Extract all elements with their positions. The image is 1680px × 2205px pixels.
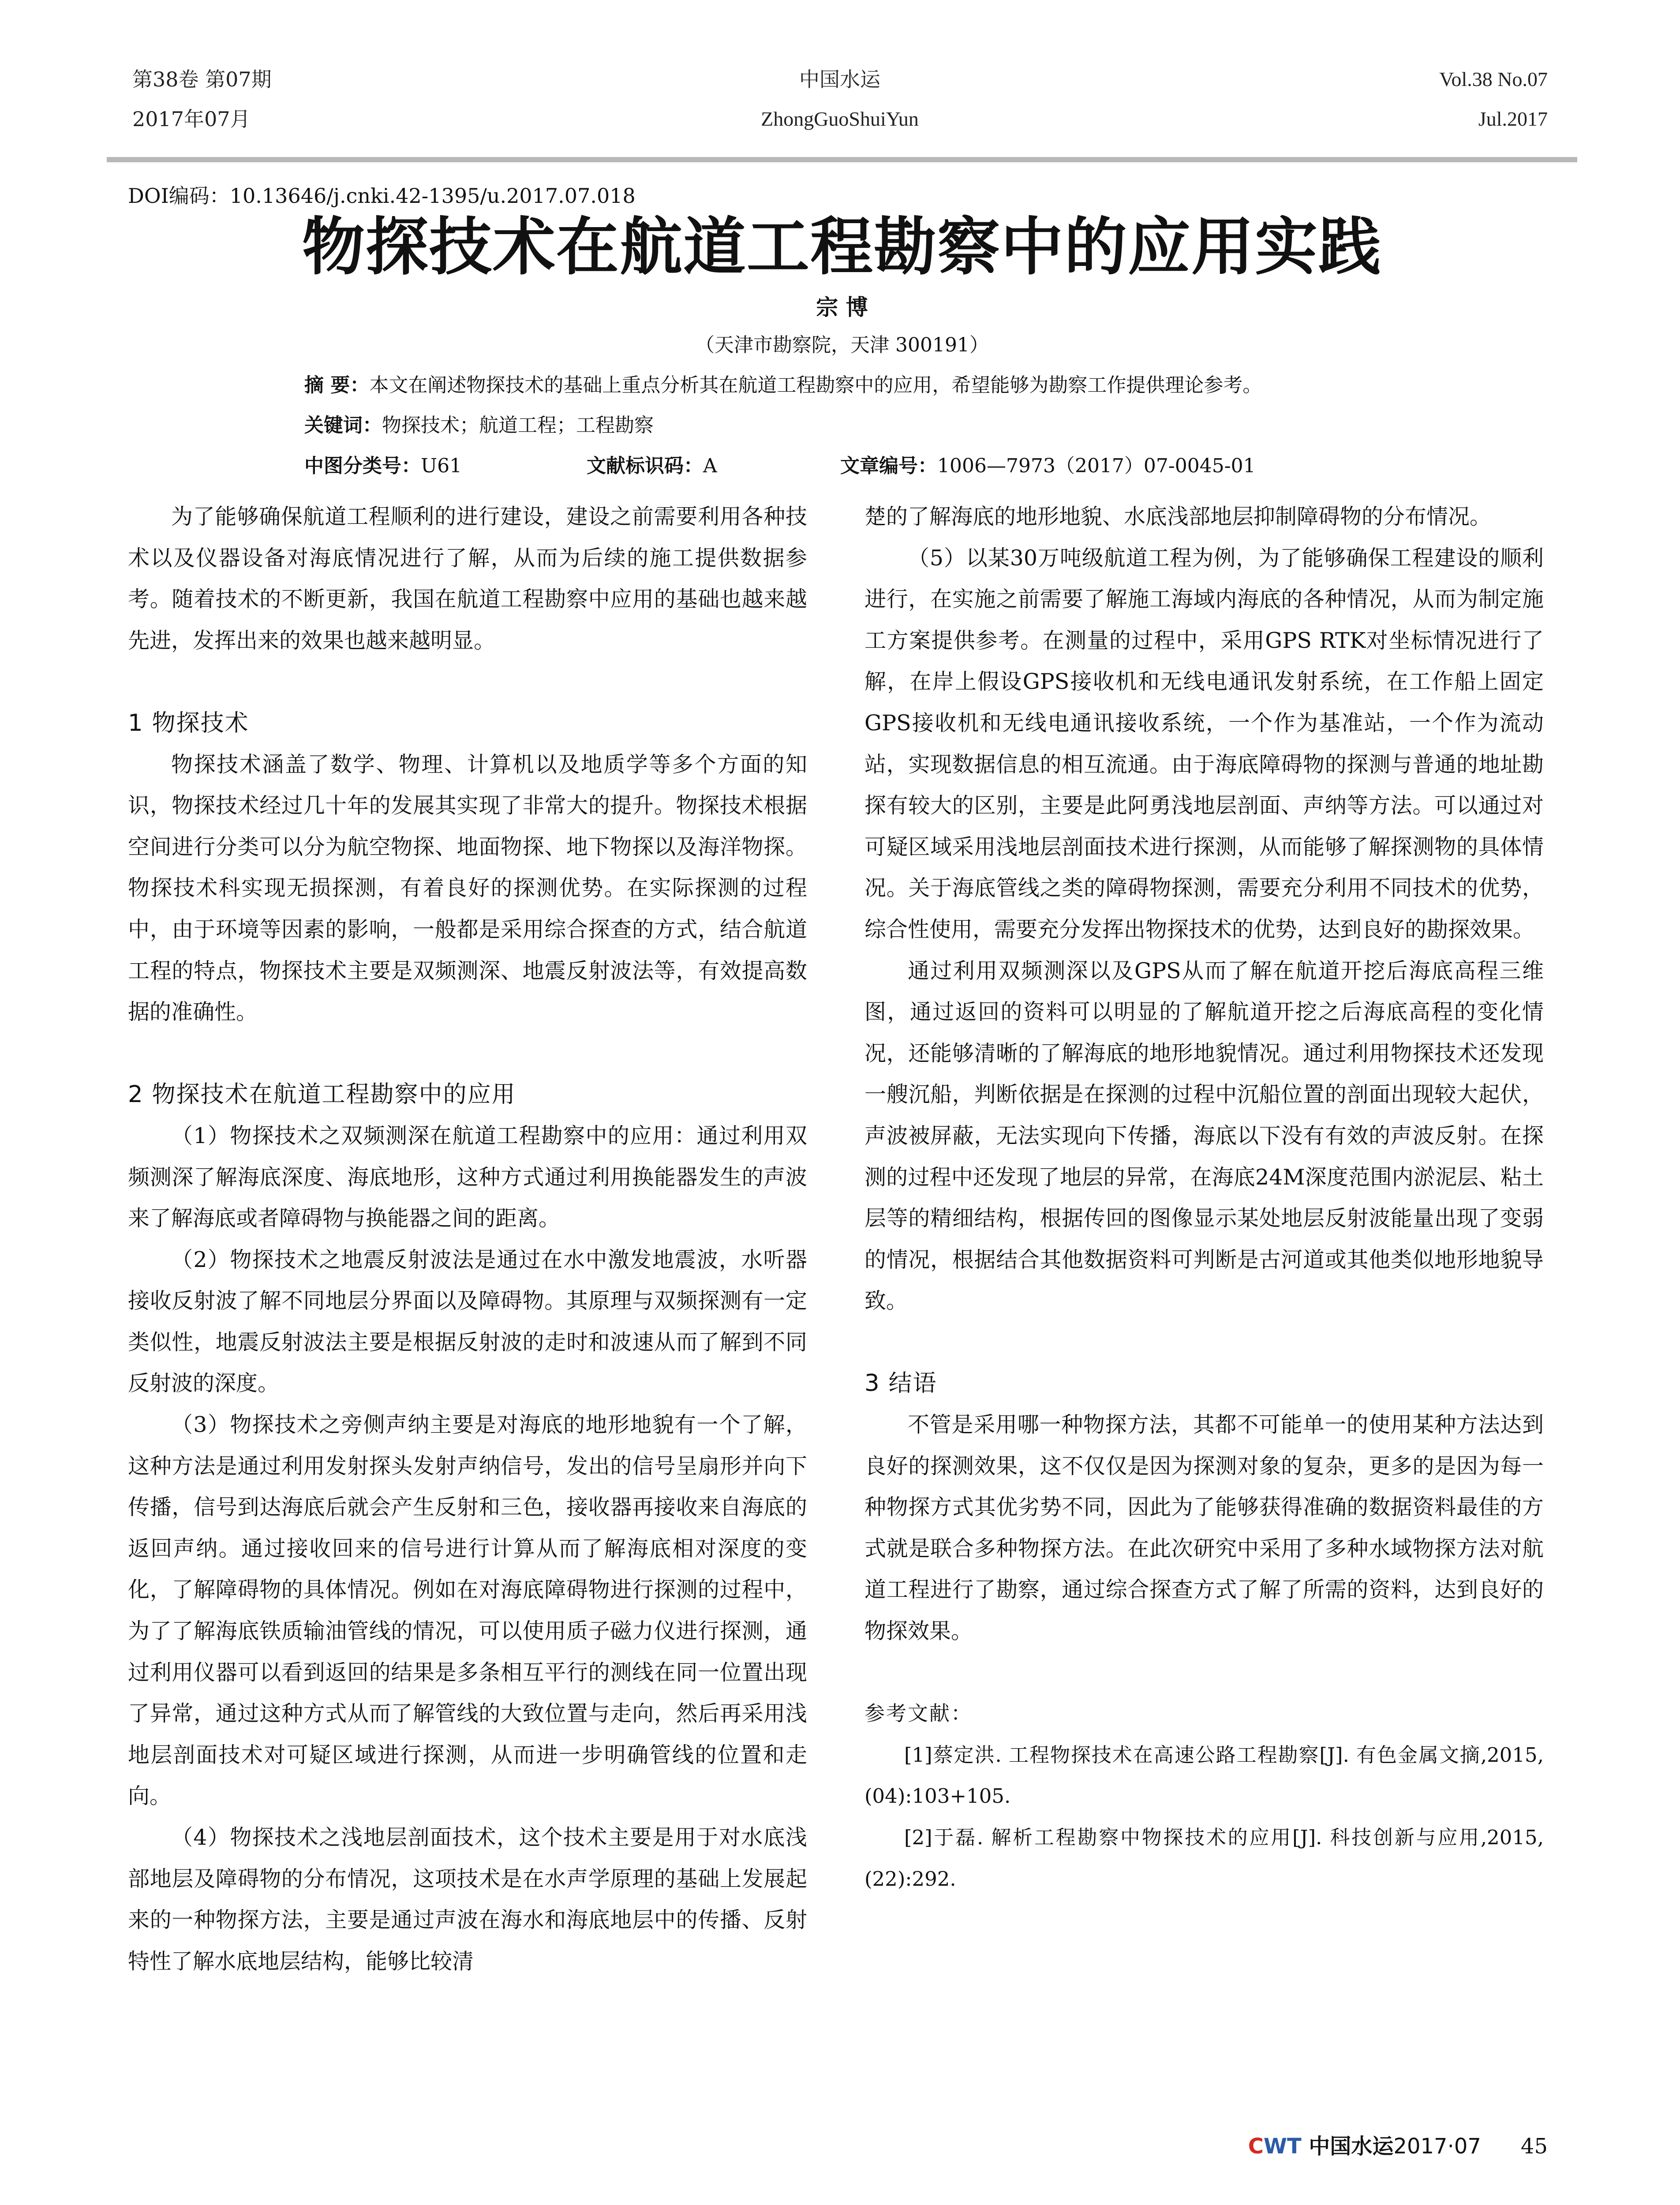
- abstract-label: 摘 要：: [304, 374, 370, 396]
- clc-number: [304, 452, 462, 480]
- header-month-year: Jul.2017: [1478, 108, 1548, 130]
- clc-label: 中图分类号：: [304, 455, 421, 477]
- section-3-heading: 3 结语: [864, 1370, 937, 1397]
- header-date: 2017年07月: [132, 107, 251, 131]
- header-volume-issue: 第38卷 第07期: [132, 67, 272, 91]
- header-divider: [107, 157, 1577, 162]
- footer-issue: 2017·07: [1393, 2134, 1481, 2159]
- article-title: 物探技术在航道工程勘察中的应用实践: [302, 210, 1382, 284]
- article-number-label: 文章编号：: [840, 455, 937, 477]
- section-2-paragraph-results: 通过利用双频测深以及GPS从而了解在航道开挖后海底高程三维图，通过返回的资料可以明显的了解航道开挖之后海底高程的变化情况，还能够清晰的了解海底的地形地貌情况。通过利用物探技术还发现一艘沉船，判断依据是在探测的过程中沉船位置的剖面出现较大起伏，声波被屏蔽，无法实现向下传播，海底以下没有有效的声波反射。在探测的过程中还发现了地层的异常，在海底24M深度范围内淤泥层、粘土层等的精细结构，根据传回的图像显示某处地层反射波能量出现了变弱的情况，根据结合其他数据资料可判断是古河道或其他类似地形地貌导致。: [864, 958, 1544, 1314]
- section-2-item-3: （3）物探技术之旁侧声纳主要是对海底的地形地貌有一个了解，这种方法是通过利用发射探头发射声纳信号，发出的信号呈扇形并向下传播，信号到达海底后就会产生反射和三色，接收器再接收来自海底的返回声纳。通过接收回来的信号进行计算从而了解海底相对深度的变化，了解障碍物的具体情况。例如在对海底障碍物进行探测的过程中，为了了解海底铁质输油管线的情况，可以使用质子磁力仪进行探测，通过利用仪器可以看到返回的结果是多条相互平行的测线在同一位置出现了异常，通过这种方式从而了解管线的大致位置与走向，然后再采用浅地层剖面技术对可疑区域进行探测，从而进一步明确管线的位置和走向。: [128, 1412, 807, 1809]
- section-2-item-5: （5）以某30万吨级航道工程为例，为了能够确保工程建设的顺利进行，在实施之前需要了解施工海域内海底的各种情况，从而为制定施工方案提供参考。在测量的过程中，采用GPS RTK对坐标情况进行了解，在岸上假设GPS接收机和无线电通讯发射系统，在工作船上固定GPS接收机和无线电通讯接收系统，一个作为基准站，一个作为流动站，实现数据信息的相互流通。由于海底障碍物的探测与普通的地址勘探有较大的区别，主要是此阿勇浅地层剖面、声纳等方法。可以通过对可疑区域采用浅地层剖面技术进行探测，从而能够了解探测物的具体情况。关于海底管线之类的障碍物探测，需要充分利用不同技术的优势，综合性使用，需要充分发挥出物探技术的优势，达到良好的勘探效果。: [864, 545, 1544, 942]
- footer-journal: 中国水运: [1301, 2134, 1394, 2159]
- reference-2: [2]于磊. 解析工程勘察中物探技术的应用[J]. 科技创新与应用,2015,(22):292.: [864, 1826, 1544, 1891]
- left-column: [128, 496, 807, 1982]
- article-number: [840, 452, 1256, 480]
- document-code-label: 文献标识码：: [587, 455, 703, 477]
- intro-paragraph: 为了能够确保航道工程顺利的进行建设，建设之前需要利用各种技术以及仪器设备对海底情况进行了解，从而为后续的施工提供数据参考。随着技术的不断更新，我国在航道工程勘察中应用的基础也越来越先进，发挥出来的效果也越来越明显。: [128, 504, 807, 653]
- reference-1: [1]蔡定洪. 工程物探技术在高速公路工程勘察[J]. 有色金属文摘,2015,(04):103+105.: [864, 1743, 1544, 1808]
- section-1-paragraph: 物探技术涵盖了数学、物理、计算机以及地质学等多个方面的知识，物探技术经过几十年的发展其实现了非常大的提升。物探技术根据空间进行分类可以分为航空物探、地面物探、地下物探以及海洋物探。物探技术科实现无损探测，有着良好的探测优势。在实际探测的过程中，由于环境等因素的影响，一般都是采用综合探查的方式，结合航道工程的特点，物探技术主要是双频测深、地震反射波法等，有效提高数据的准确性。: [128, 751, 807, 1025]
- right-column: [864, 496, 1544, 1899]
- keywords-text: 物探技术；航道工程；工程勘察: [382, 414, 654, 437]
- section-2-item-2: （2）物探技术之地震反射波法是通过在水中激发地震波，水听器接收反射波了解不同地层分界面以及障碍物。其原理与双频探测有一定类似性，地震反射波法主要是根据反射波的走时和波速从而了解到不同反射波的深度。: [128, 1247, 807, 1396]
- cwt-logo: CWT: [1248, 2134, 1302, 2159]
- section-1-heading: 1 物探技术: [128, 709, 249, 736]
- section-2-item-1: （1）物探技术之双频测深在航道工程勘察中的应用：通过利用双频测深了解海底深度、海底地形，这种方式通过利用换能器发生的声波来了解海底或者障碍物与换能器之间的距离。: [128, 1123, 807, 1231]
- keywords-label: 关键词：: [304, 414, 382, 437]
- header-journal-pinyin: ZhongGuoShuiYun: [761, 108, 919, 130]
- references-heading: 参考文献：: [864, 1701, 973, 1726]
- clc-value: U61: [421, 455, 462, 477]
- continued-paragraph: 楚的了解海底的地形地貌、水底浅部地层抑制障碍物的分布情况。: [864, 504, 1492, 529]
- header-vol-no: Vol.38 No.07: [1439, 68, 1548, 90]
- article-number-value: 1006—7973（2017）07-0045-01: [937, 455, 1256, 477]
- document-code-value: A: [703, 455, 717, 477]
- conclusion-paragraph: 不管是采用哪一种物探方法，其都不可能单一的使用某种方法达到良好的探测效果，这不仅仅是因为探测对象的复杂，更多的是因为每一种物探方式其优劣势不同，因此为了能够获得准确的数据资料最佳的方式就是联合多种物探方法。在此次研究中采用了多种水域物探方法对航道工程进行了勘察，通过综合探查方式了解了所需的资料，达到良好的物探效果。: [864, 1412, 1544, 1644]
- keywords: [304, 412, 654, 439]
- doi-line: DOI编码：10.13646/j.cnki.42-1395/u.2017.07.018: [128, 184, 636, 208]
- header-journal-name: 中国水运: [799, 67, 880, 91]
- author-affiliation: （天津市勘察院，天津 300191）: [695, 334, 989, 356]
- author-name: 宗 博: [816, 294, 868, 320]
- section-2-heading: 2 物探技术在航道工程勘察中的应用: [128, 1081, 516, 1108]
- abstract-text: 本文在阐述物探技术的基础上重点分析其在航道工程勘察中的应用，希望能够为勘察工作提供理论参考。: [369, 374, 1262, 396]
- page-footer: [1248, 2132, 1548, 2160]
- document-code: [587, 452, 717, 480]
- section-2-item-4: （4）物探技术之浅地层剖面技术，这个技术主要是用于对水底浅部地层及障碍物的分布情况，这项技术是在水声学原理的基础上发展起来的一种物探方法，主要是通过声波在海水和海底地层中的传播、反射特性了解水底地层结构，能够比较清: [128, 1825, 807, 1974]
- abstract: [304, 372, 1262, 399]
- page-number: 45: [1520, 2134, 1548, 2159]
